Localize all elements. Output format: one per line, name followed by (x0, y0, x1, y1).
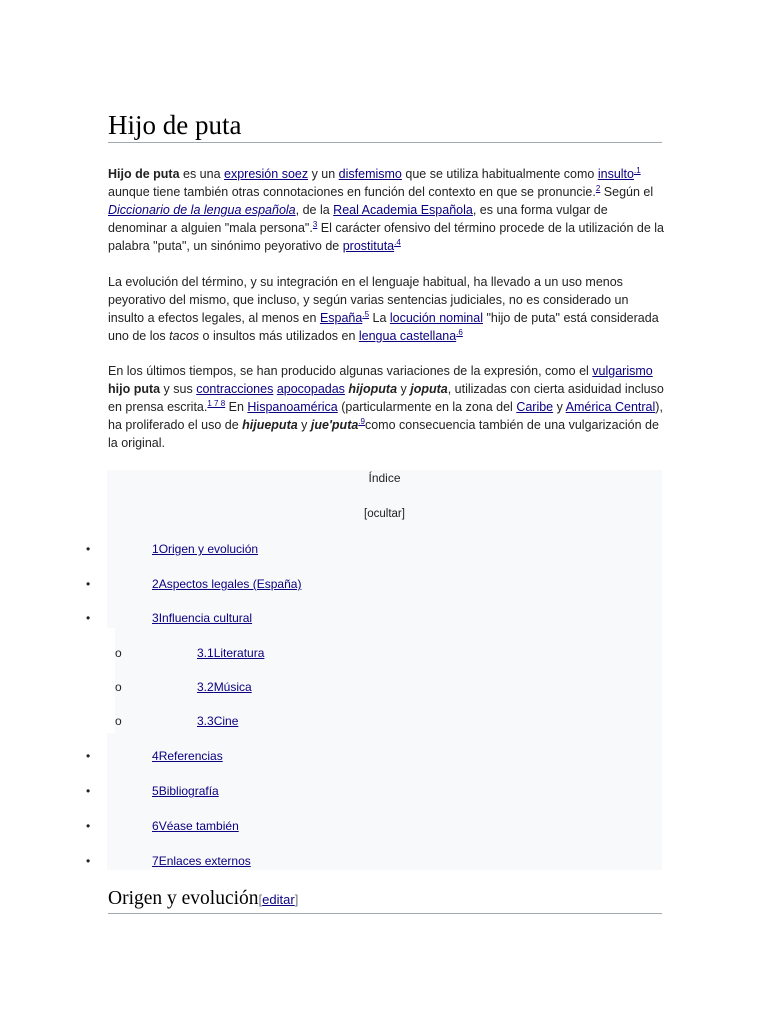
intro-paragraph (108, 165, 664, 255)
toc-left-margin (0, 522, 107, 870)
text: que se utiliza habitualmente como (401, 167, 598, 181)
text: "hijo de puta" está considerada uno de los (108, 311, 659, 343)
italic-term: tacos (169, 329, 200, 343)
toc-label: Origen y evolución (158, 542, 259, 556)
toc-label: Cine (213, 714, 239, 728)
text: como consecuencia también de una vulgarización de la original. (108, 418, 659, 450)
toc-label: Bibliografía (158, 784, 219, 798)
text: En los últimos tiempos, se han producido algunas variaciones de la expresión, como el (108, 364, 593, 378)
text: y un (308, 167, 339, 181)
toc-bullet: • (86, 611, 91, 625)
ref-4[interactable]: .4 (394, 237, 401, 247)
text: (particularmente en la zona del (337, 400, 517, 414)
text: y (297, 418, 311, 432)
toc-item-4[interactable] (152, 748, 223, 764)
bracket: [ (258, 892, 263, 907)
bold-italic-term: joputa (410, 382, 448, 396)
link-apocopadas[interactable]: apocopadas (276, 382, 345, 396)
toc-number: 3.1 (197, 646, 214, 660)
toc-number: 3 (152, 611, 159, 625)
link-prostituta[interactable]: prostituta (342, 239, 395, 253)
link-rae[interactable]: Real Academia Española (333, 203, 473, 217)
ref-1[interactable]: .1 (633, 165, 641, 175)
bold-italic-term: hijoputa (348, 382, 398, 396)
text: y (553, 400, 566, 414)
toc-subbullet: o (115, 646, 122, 660)
bold-italic-term: jue'puta (310, 418, 359, 432)
toc-bullet: • (86, 542, 91, 556)
toc-bullet: • (86, 784, 91, 798)
toc-item-2[interactable] (152, 576, 301, 592)
link-hispanoamerica[interactable]: Hispanoamérica (247, 400, 338, 414)
text: y (397, 382, 411, 396)
bracket: ] (294, 892, 299, 907)
toc-label: Enlaces externos (158, 854, 251, 868)
page-title: Hijo de puta (108, 108, 662, 143)
evolution-paragraph (108, 273, 664, 345)
link-locucion-nominal[interactable]: locución nominal (389, 311, 483, 325)
toc-bullet: • (86, 749, 91, 763)
ref-5[interactable]: .5 (362, 309, 370, 319)
toc-number: 5 (152, 784, 159, 798)
section-heading (108, 886, 662, 914)
text: El carácter ofensivo del término procede de la utilización de la palabra "puta", un sinónimo peyorativo de (108, 221, 665, 253)
ref-group[interactable]: 1 7 8 (207, 398, 226, 408)
toc-number: 7 (152, 854, 159, 868)
edit-section (259, 892, 299, 907)
link-caribe[interactable]: Caribe (516, 400, 554, 414)
link-diccionario[interactable]: Diccionario de la lengua española (108, 203, 296, 217)
link-contracciones[interactable]: contracciones (196, 382, 274, 396)
text: o insultos más utilizados en (199, 329, 359, 343)
toc-bullet: • (86, 577, 91, 591)
link-expresion-soez[interactable]: expresión soez (224, 167, 309, 181)
link-espana[interactable]: España (319, 311, 363, 325)
bold-term: hijo puta (108, 382, 161, 396)
toc-item-3-3[interactable] (197, 713, 238, 729)
toc-number: 2 (152, 577, 159, 591)
toc-number: 6 (152, 819, 159, 833)
link-vulgarismo[interactable]: vulgarismo (592, 364, 653, 378)
text: , utilizadas con cierta asiduidad incluso en prensa escrita. (108, 382, 664, 414)
toc-item-7[interactable] (152, 853, 251, 869)
toc-number: 3.3 (197, 714, 214, 728)
toc-item-3-1[interactable] (197, 645, 264, 661)
toc-sub-margin (107, 628, 115, 733)
link-insulto[interactable]: insulto (597, 167, 634, 181)
toc-label: Música (213, 680, 252, 694)
toc-label: Aspectos legales (España) (158, 577, 302, 591)
toc-item-3-2[interactable] (197, 679, 252, 695)
ref-6[interactable]: .6 (456, 327, 463, 337)
toc-label: Véase también (158, 819, 239, 833)
toc-number: 4 (152, 749, 159, 763)
variations-paragraph (108, 362, 664, 452)
toc-subbullet: o (115, 714, 122, 728)
text: ), ha proliferado el uso de (108, 400, 663, 432)
text: , de la (295, 203, 334, 217)
toc-title: Índice (368, 471, 401, 485)
section-title: Origen y evolución (108, 888, 259, 909)
toc-bullet: • (86, 854, 91, 868)
toc-item-5[interactable] (152, 783, 219, 799)
link-america-central[interactable]: América Central (565, 400, 656, 414)
text: En (225, 400, 248, 414)
toc-label: Literatura (213, 646, 265, 660)
toc-item-6[interactable] (152, 818, 239, 834)
toc-item-3[interactable] (152, 610, 252, 626)
toc-hide-link[interactable]: [ocultar] (364, 508, 405, 520)
toc-number: 3.2 (197, 680, 214, 694)
text: La evolución del término, y su integración en el lenguaje habitual, ha llevado a un uso menos peyorativo del mismo, que incluso, y según varias sentencias judiciales, no es considerado un insulto a efectos legales, al menos en (108, 275, 629, 325)
bold-italic-term: hijueputa (242, 418, 298, 432)
text: aunque tiene también otras connotaciones en función del contexto en que se pronuncie. (108, 185, 596, 199)
text: es una (179, 167, 225, 181)
toc-label: Influencia cultural (158, 611, 253, 625)
toc-number: 1 (152, 542, 159, 556)
bold-term: Hijo de puta (108, 167, 180, 181)
ref-3[interactable]: 3 (312, 219, 318, 229)
toc-subbullet: o (115, 680, 122, 694)
text: La (369, 311, 390, 325)
toc-bullet: • (86, 819, 91, 833)
text: Según el (600, 185, 654, 199)
link-disfemismo[interactable]: disfemismo (338, 167, 402, 181)
ref-2[interactable]: 2 (595, 183, 601, 193)
toc-item-1[interactable] (152, 541, 258, 557)
text: , es una forma vulgar de denominar a alguien "mala persona". (108, 203, 608, 235)
edit-link[interactable]: editar (262, 892, 295, 907)
toc-label: Referencias (158, 749, 223, 763)
toc-hide-toggle[interactable] (107, 506, 662, 522)
link-lengua-castellana[interactable]: lengua castellana (358, 329, 457, 343)
text: y sus (160, 382, 197, 396)
toc-box (107, 470, 662, 870)
ref-9[interactable]: .9 (358, 416, 365, 426)
